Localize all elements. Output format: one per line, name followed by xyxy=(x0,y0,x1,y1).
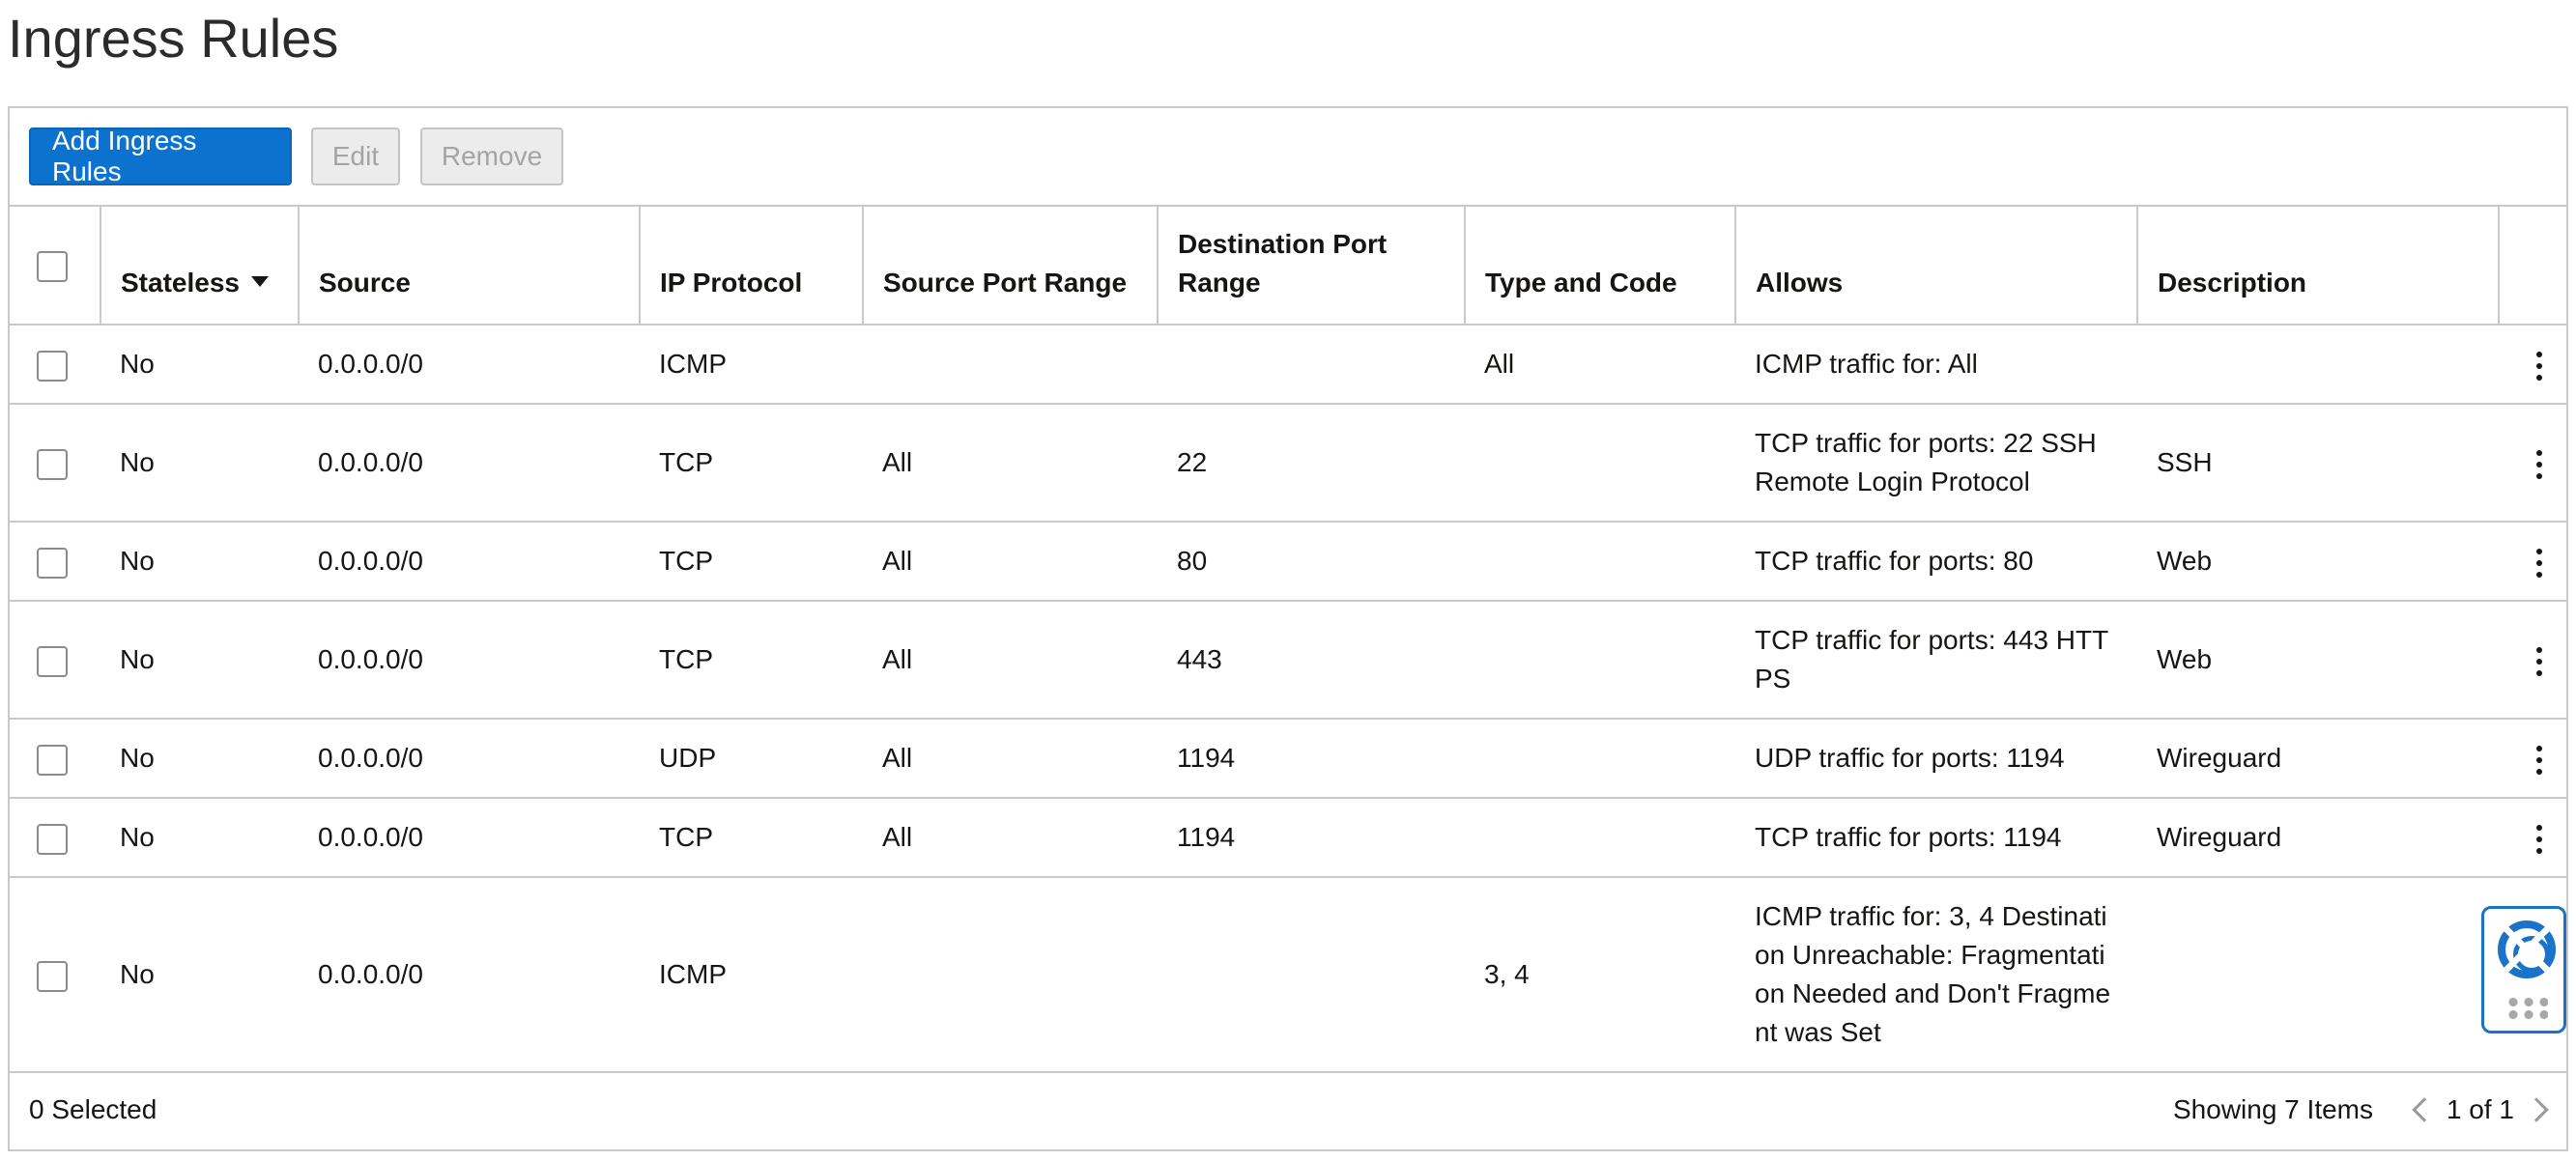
row-checkbox[interactable] xyxy=(37,824,68,855)
row-select-cell xyxy=(10,325,100,404)
cell-ip-protocol: TCP xyxy=(640,798,863,877)
row-checkbox[interactable] xyxy=(37,646,68,677)
cell-type-and-code: 3, 4 xyxy=(1465,877,1735,1072)
cell-description: Wireguard xyxy=(2137,719,2499,798)
row-actions-cell xyxy=(2499,522,2566,601)
cell-allows: TCP traffic for ports: 1194 xyxy=(1735,798,2137,877)
cell-source-port-range: All xyxy=(863,601,1158,719)
lifebuoy-icon xyxy=(2498,920,2556,978)
cell-stateless: No xyxy=(100,719,299,798)
cell-stateless: No xyxy=(100,877,299,1072)
cell-description: SSH xyxy=(2137,404,2499,522)
cell-type-and-code xyxy=(1465,404,1735,522)
kebab-menu-icon[interactable] xyxy=(2535,646,2543,677)
cell-source-port-range: All xyxy=(863,522,1158,601)
cell-type-and-code: All xyxy=(1465,325,1735,404)
cell-stateless: No xyxy=(100,325,299,404)
cell-source-port-range: All xyxy=(863,404,1158,522)
cell-allows: TCP traffic for ports: 80 xyxy=(1735,522,2137,601)
add-ingress-rules-button[interactable]: Add Ingress Rules xyxy=(29,127,292,185)
row-checkbox[interactable] xyxy=(37,745,68,776)
cell-description: Wireguard xyxy=(2137,798,2499,877)
table-footer xyxy=(10,1070,2566,1149)
cell-ip-protocol: TCP xyxy=(640,522,863,601)
cell-ip-protocol: UDP xyxy=(640,719,863,798)
cell-destination-port-range xyxy=(1158,877,1465,1072)
row-actions-cell xyxy=(2499,325,2566,404)
column-header-allows: Allows xyxy=(1735,207,2137,325)
cell-description: Web xyxy=(2137,601,2499,719)
kebab-menu-icon[interactable] xyxy=(2535,351,2543,382)
cell-ip-protocol: TCP xyxy=(640,404,863,522)
cell-stateless: No xyxy=(100,798,299,877)
table-header-row xyxy=(10,207,2566,325)
cell-allows: TCP traffic for ports: 443 HTTPS xyxy=(1735,601,2137,719)
row-checkbox[interactable] xyxy=(37,351,68,382)
cell-source: 0.0.0.0/0 xyxy=(299,798,640,877)
drag-handle-icon[interactable] xyxy=(2505,996,2548,1021)
cell-ip-protocol: ICMP xyxy=(640,877,863,1072)
toolbar xyxy=(10,108,2566,207)
table-row xyxy=(10,798,2566,877)
kebab-menu-icon[interactable] xyxy=(2535,548,2543,579)
cell-destination-port-range: 22 xyxy=(1158,404,1465,522)
table-row xyxy=(10,522,2566,601)
cell-destination-port-range xyxy=(1158,325,1465,404)
chevron-left-icon[interactable] xyxy=(2406,1090,2435,1129)
cell-source: 0.0.0.0/0 xyxy=(299,719,640,798)
table-row xyxy=(10,404,2566,522)
cell-allows: UDP traffic for ports: 1194 xyxy=(1735,719,2137,798)
kebab-menu-icon[interactable] xyxy=(2535,449,2543,480)
chevron-right-icon[interactable] xyxy=(2526,1090,2555,1129)
pagination xyxy=(2406,1090,2555,1129)
cell-stateless: No xyxy=(100,404,299,522)
cell-allows: ICMP traffic for: 3, 4 Destination Unreachable: Fragmentation Needed and Don't Fragment was Set xyxy=(1735,877,2137,1072)
cell-source: 0.0.0.0/0 xyxy=(299,522,640,601)
row-checkbox[interactable] xyxy=(37,548,68,579)
column-header-actions xyxy=(2499,207,2566,325)
cell-destination-port-range: 80 xyxy=(1158,522,1465,601)
cell-ip-protocol: ICMP xyxy=(640,325,863,404)
cell-description xyxy=(2137,877,2499,1072)
column-header-description: Description xyxy=(2137,207,2499,325)
row-actions-cell xyxy=(2499,719,2566,798)
edit-button[interactable]: Edit xyxy=(311,127,400,185)
column-header-stateless[interactable] xyxy=(100,207,299,325)
cell-description xyxy=(2137,325,2499,404)
cell-destination-port-range: 1194 xyxy=(1158,798,1465,877)
row-actions-cell xyxy=(2499,798,2566,877)
column-header-ip-protocol: IP Protocol xyxy=(640,207,863,325)
selected-count: 0 Selected xyxy=(29,1094,157,1124)
cell-destination-port-range: 443 xyxy=(1158,601,1465,719)
cell-source-port-range: All xyxy=(863,798,1158,877)
row-select-cell xyxy=(10,798,100,877)
ingress-rules-table xyxy=(10,207,2566,1073)
cell-stateless: No xyxy=(100,522,299,601)
select-all-checkbox[interactable] xyxy=(37,251,68,282)
cell-description: Web xyxy=(2137,522,2499,601)
row-select-cell xyxy=(10,601,100,719)
row-checkbox[interactable] xyxy=(37,961,68,992)
column-label-stateless: Stateless xyxy=(121,268,240,297)
row-select-cell xyxy=(10,719,100,798)
cell-source: 0.0.0.0/0 xyxy=(299,601,640,719)
ingress-rules-panel xyxy=(8,106,2568,1151)
kebab-menu-icon[interactable] xyxy=(2535,745,2543,776)
cell-source-port-range xyxy=(863,877,1158,1072)
cell-type-and-code xyxy=(1465,719,1735,798)
cell-source: 0.0.0.0/0 xyxy=(299,877,640,1072)
cell-type-and-code xyxy=(1465,798,1735,877)
cell-allows: TCP traffic for ports: 22 SSH Remote Login Protocol xyxy=(1735,404,2137,522)
column-header-source: Source xyxy=(299,207,640,325)
cell-type-and-code xyxy=(1465,522,1735,601)
cell-destination-port-range: 1194 xyxy=(1158,719,1465,798)
row-checkbox[interactable] xyxy=(37,449,68,480)
page-indicator: 1 of 1 xyxy=(2446,1094,2514,1124)
cell-source-port-range: All xyxy=(863,719,1158,798)
cell-ip-protocol: TCP xyxy=(640,601,863,719)
cell-allows: ICMP traffic for: All xyxy=(1735,325,2137,404)
page-title: Ingress Rules xyxy=(8,8,339,69)
cell-source-port-range xyxy=(863,325,1158,404)
row-select-cell xyxy=(10,404,100,522)
cell-source: 0.0.0.0/0 xyxy=(299,325,640,404)
row-select-cell xyxy=(10,877,100,1072)
table-row xyxy=(10,601,2566,719)
column-header-source-port-range: Source Port Range xyxy=(863,207,1158,325)
column-header-type-and-code: Type and Code xyxy=(1465,207,1735,325)
caret-down-icon[interactable] xyxy=(251,276,269,287)
remove-button[interactable]: Remove xyxy=(420,127,563,185)
row-select-cell xyxy=(10,522,100,601)
select-all-cell xyxy=(10,207,100,325)
column-header-destination-port-range: Destination Port Range xyxy=(1158,207,1465,325)
row-actions-cell xyxy=(2499,601,2566,719)
cell-stateless: No xyxy=(100,601,299,719)
kebab-menu-icon[interactable] xyxy=(2535,824,2543,855)
help-widget[interactable] xyxy=(2481,906,2566,1034)
table-row xyxy=(10,325,2566,404)
table-row xyxy=(10,719,2566,798)
items-count: Showing 7 Items xyxy=(2173,1094,2373,1124)
cell-type-and-code xyxy=(1465,601,1735,719)
table-row xyxy=(10,877,2566,1072)
row-actions-cell xyxy=(2499,404,2566,522)
cell-source: 0.0.0.0/0 xyxy=(299,404,640,522)
